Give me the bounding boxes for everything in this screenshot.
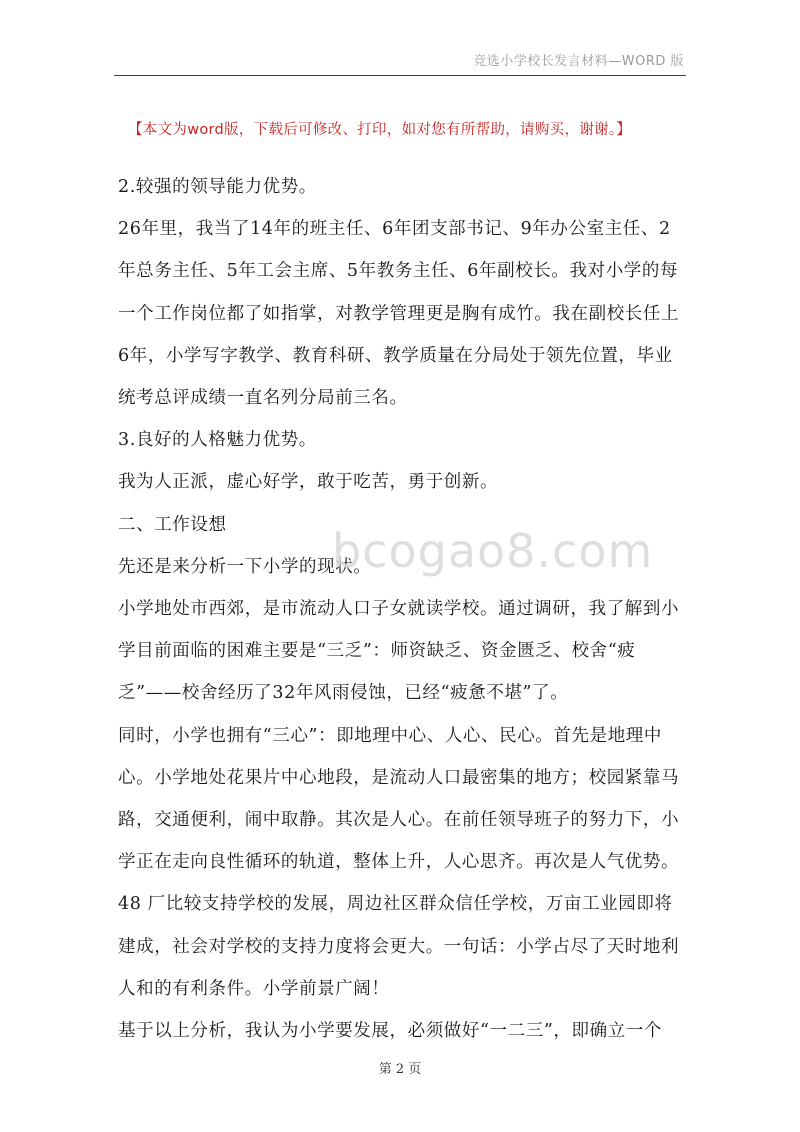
paragraph: 小学地处市西郊，是市流动人口子女就读学校。通过调研，我了解到小学目前面临的困难主要是“三乏”：师资缺乏、资金匮乏、校舍“疲乏”——校舍经历了32年风雨侵蚀，已经“疲惫不堪”了。 — [118, 599, 680, 704]
header-divider — [114, 75, 686, 76]
paragraph: 同时，小学也拥有“三心”：即地理中心、人心、民心。首先是地理中心。小学地处花果片中心地段，是流动人口最密集的地方；校园紧靠马路，交通便利，闹中取静。其次是人心。在前任领导班子的努力下，小学正在走向良性循环的轨道，整体上升，人心思齐。再次是人气优势。48 厂比较支持学校的发展，周边社区群众信任学校，万亩工业园即将建成，社会对学校的支持力度将会更大。一句话：小学占尽了天时地利人和的有利条件。小学前景广阔！ — [118, 725, 680, 999]
paragraph: 2.较强的领导能力优势。 — [118, 177, 317, 197]
page-number: 第 2 页 — [378, 1062, 422, 1077]
document-body — [118, 166, 688, 1052]
paragraph: 3.良好的人格魅力优势。 — [118, 430, 317, 451]
page-header — [0, 0, 800, 80]
paragraph: 我为人正派，虚心好学，敢于吃苦，勇于创新。 — [118, 472, 499, 493]
paragraph: 基于以上分析，我认为小学要发展，必须做好“一二三”，即确立一个 — [118, 1021, 662, 1042]
paragraph: 26年里，我当了14年的班主任、6年团支部书记、9年办公室主任、2年总务主任、5年工会主席、5年教务主任、6年副校长。我对小学的每一个工作岗位都了如指掌，对教学管理更是胸有成竹。我在副校长任上6年，小学写字教学、教育科研、教学质量在分局处于领先位置，毕业统考总评成绩一直名列分局前三名。 — [118, 219, 680, 409]
header-title: 竞选小学校长发言材料—WORD 版 — [473, 54, 684, 69]
download-notice: 【本文为word版，下载后可修改、打印，如对您有所帮助，请购买，谢谢。】 — [128, 122, 632, 138]
watermark: bcogao8.com — [332, 524, 654, 578]
paragraph: 先还是来分析一下小学的现状。 — [118, 556, 372, 577]
section-heading: 二、工作设想 — [118, 514, 227, 535]
